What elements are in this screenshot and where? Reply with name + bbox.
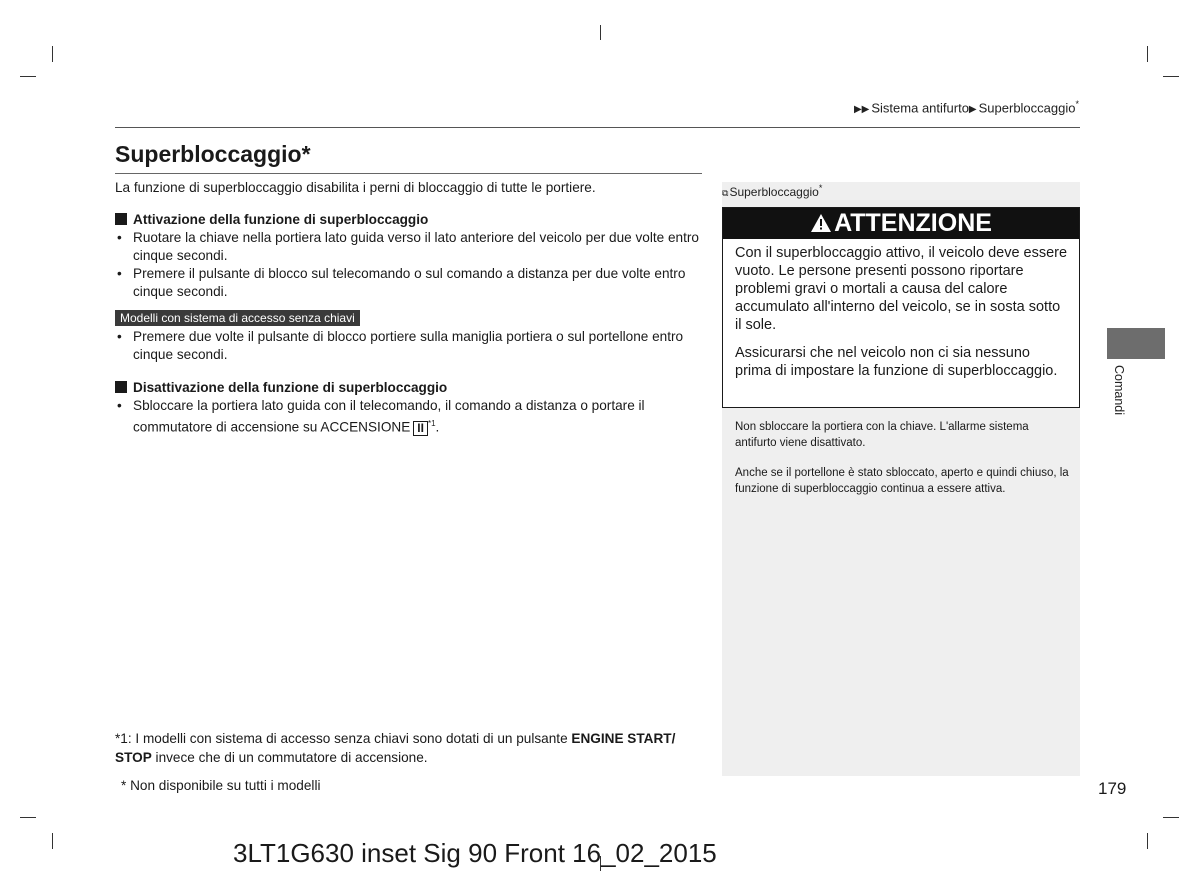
square-bullet-icon xyxy=(115,213,127,225)
keyless-list xyxy=(115,328,705,364)
footnote-bold: ENGINE START/ xyxy=(571,731,676,746)
list-item xyxy=(115,397,705,437)
footnote-ref: *1 xyxy=(427,419,436,428)
asterisk-mark: * xyxy=(1075,99,1079,109)
asterisk-mark: * xyxy=(818,183,823,193)
list-item: • Premere due volte il pulsante di blocco portiere sulla maniglia portiera o sul portellone entro cinque secondi. xyxy=(115,328,705,364)
page-number: 179 xyxy=(1098,779,1127,798)
warning-title-text: ATTENZIONE xyxy=(834,209,992,237)
reference-arrow-icon: ⧉ xyxy=(722,188,729,198)
list-item: • Ruotare la chiave nella portiera lato guida verso il lato anteriore del veicolo per due volte entro cinque secondi. xyxy=(115,229,705,265)
warning-body xyxy=(735,244,1070,390)
warning-paragraph: Con il superbloccaggio attivo, il veicolo deve essere vuoto. Le persone presenti possono riportare problemi gravi o mortali a causa del calore accumulato all'interno del veicolo, se in sosta sotto il sole. xyxy=(735,245,1068,333)
crop-mark xyxy=(1147,46,1148,62)
deactivation-heading xyxy=(115,379,705,397)
breadcrumb-item-superbloccaggio[interactable]: Superbloccaggio xyxy=(978,100,1076,116)
ignition-key-symbol: II xyxy=(413,421,428,436)
sidebar-notes xyxy=(735,419,1070,511)
keyless-section xyxy=(115,328,705,364)
sentence-end: . xyxy=(435,419,440,435)
crop-mark xyxy=(20,76,36,77)
title-divider xyxy=(115,173,702,174)
model-tag: Modelli con sistema di accesso senza chiavi xyxy=(115,310,360,326)
crop-mark xyxy=(1147,833,1148,849)
deactivation-text: Sbloccare la portiera lato guida con il telecomando, il comando a distanza o portare il commutatore di accensione su ACCENSIONE xyxy=(133,398,645,435)
section-tab-label xyxy=(1110,365,1126,425)
header-divider xyxy=(115,127,1080,128)
breadcrumb xyxy=(854,99,1079,115)
footnote xyxy=(115,729,705,767)
sidebar-note: Non sbloccare la portiera con la chiave. L'allarme sistema antifurto viene disattivato. xyxy=(735,421,1029,449)
deactivation-section xyxy=(115,379,705,437)
crop-mark xyxy=(600,25,601,40)
sidebar-header xyxy=(722,183,822,199)
warning-title xyxy=(723,208,1079,239)
page-title: Superbloccaggio* xyxy=(115,141,311,167)
crop-mark xyxy=(1163,817,1179,818)
crop-mark xyxy=(52,833,53,849)
footnote-text: invece che di un commutatore di accensione. xyxy=(151,750,428,765)
sidebar-header-text: Superbloccaggio xyxy=(729,185,819,199)
section-tab-text: Comandi xyxy=(1112,365,1126,416)
activation-heading-text: Attivazione della funzione di superbloccaggio xyxy=(133,212,429,227)
availability-note: * Non disponibile su tutti i modelli xyxy=(121,778,321,793)
sidebar-note: Anche se il portellone è stato sbloccato, aperto e quindi chiuso, la funzione di superbloccaggio continua a essere attiva. xyxy=(735,467,1069,495)
activation-section xyxy=(115,211,705,301)
square-bullet-icon xyxy=(115,381,127,393)
warning-triangle-icon xyxy=(810,213,832,233)
section-tab-marker xyxy=(1107,328,1165,359)
crop-mark xyxy=(20,817,36,818)
arrow-icon: ▶ xyxy=(968,104,977,116)
double-arrow-icon: ▶▶ xyxy=(853,104,870,116)
activation-list xyxy=(115,229,705,301)
warning-box xyxy=(722,207,1080,408)
breadcrumb-item-antifurto[interactable]: Sistema antifurto xyxy=(871,100,969,116)
intro-text: La funzione di superbloccaggio disabilita i perni di bloccaggio di tutte le portiere. xyxy=(115,180,596,195)
deactivation-list xyxy=(115,397,705,437)
footnote-text: *1: I modelli con sistema di accesso senza chiavi sono dotati di un pulsante xyxy=(115,731,572,746)
warning-paragraph: Assicurarsi che nel veicolo non ci sia nessuno prima di impostare la funzione di superbloccaggio. xyxy=(735,345,1058,379)
list-item: • Premere il pulsante di blocco sul telecomando o sul comando a distanza per due volte entro cinque secondi. xyxy=(115,265,705,301)
deactivation-heading-text: Disattivazione della funzione di superbloccaggio xyxy=(133,380,448,395)
footnote-bold: STOP xyxy=(115,750,152,765)
crop-mark xyxy=(52,46,53,62)
crop-mark xyxy=(1163,76,1179,77)
activation-heading xyxy=(115,211,705,229)
print-slug: 3LT1G630 inset Sig 90 Front 16_02_2015 xyxy=(233,838,717,868)
